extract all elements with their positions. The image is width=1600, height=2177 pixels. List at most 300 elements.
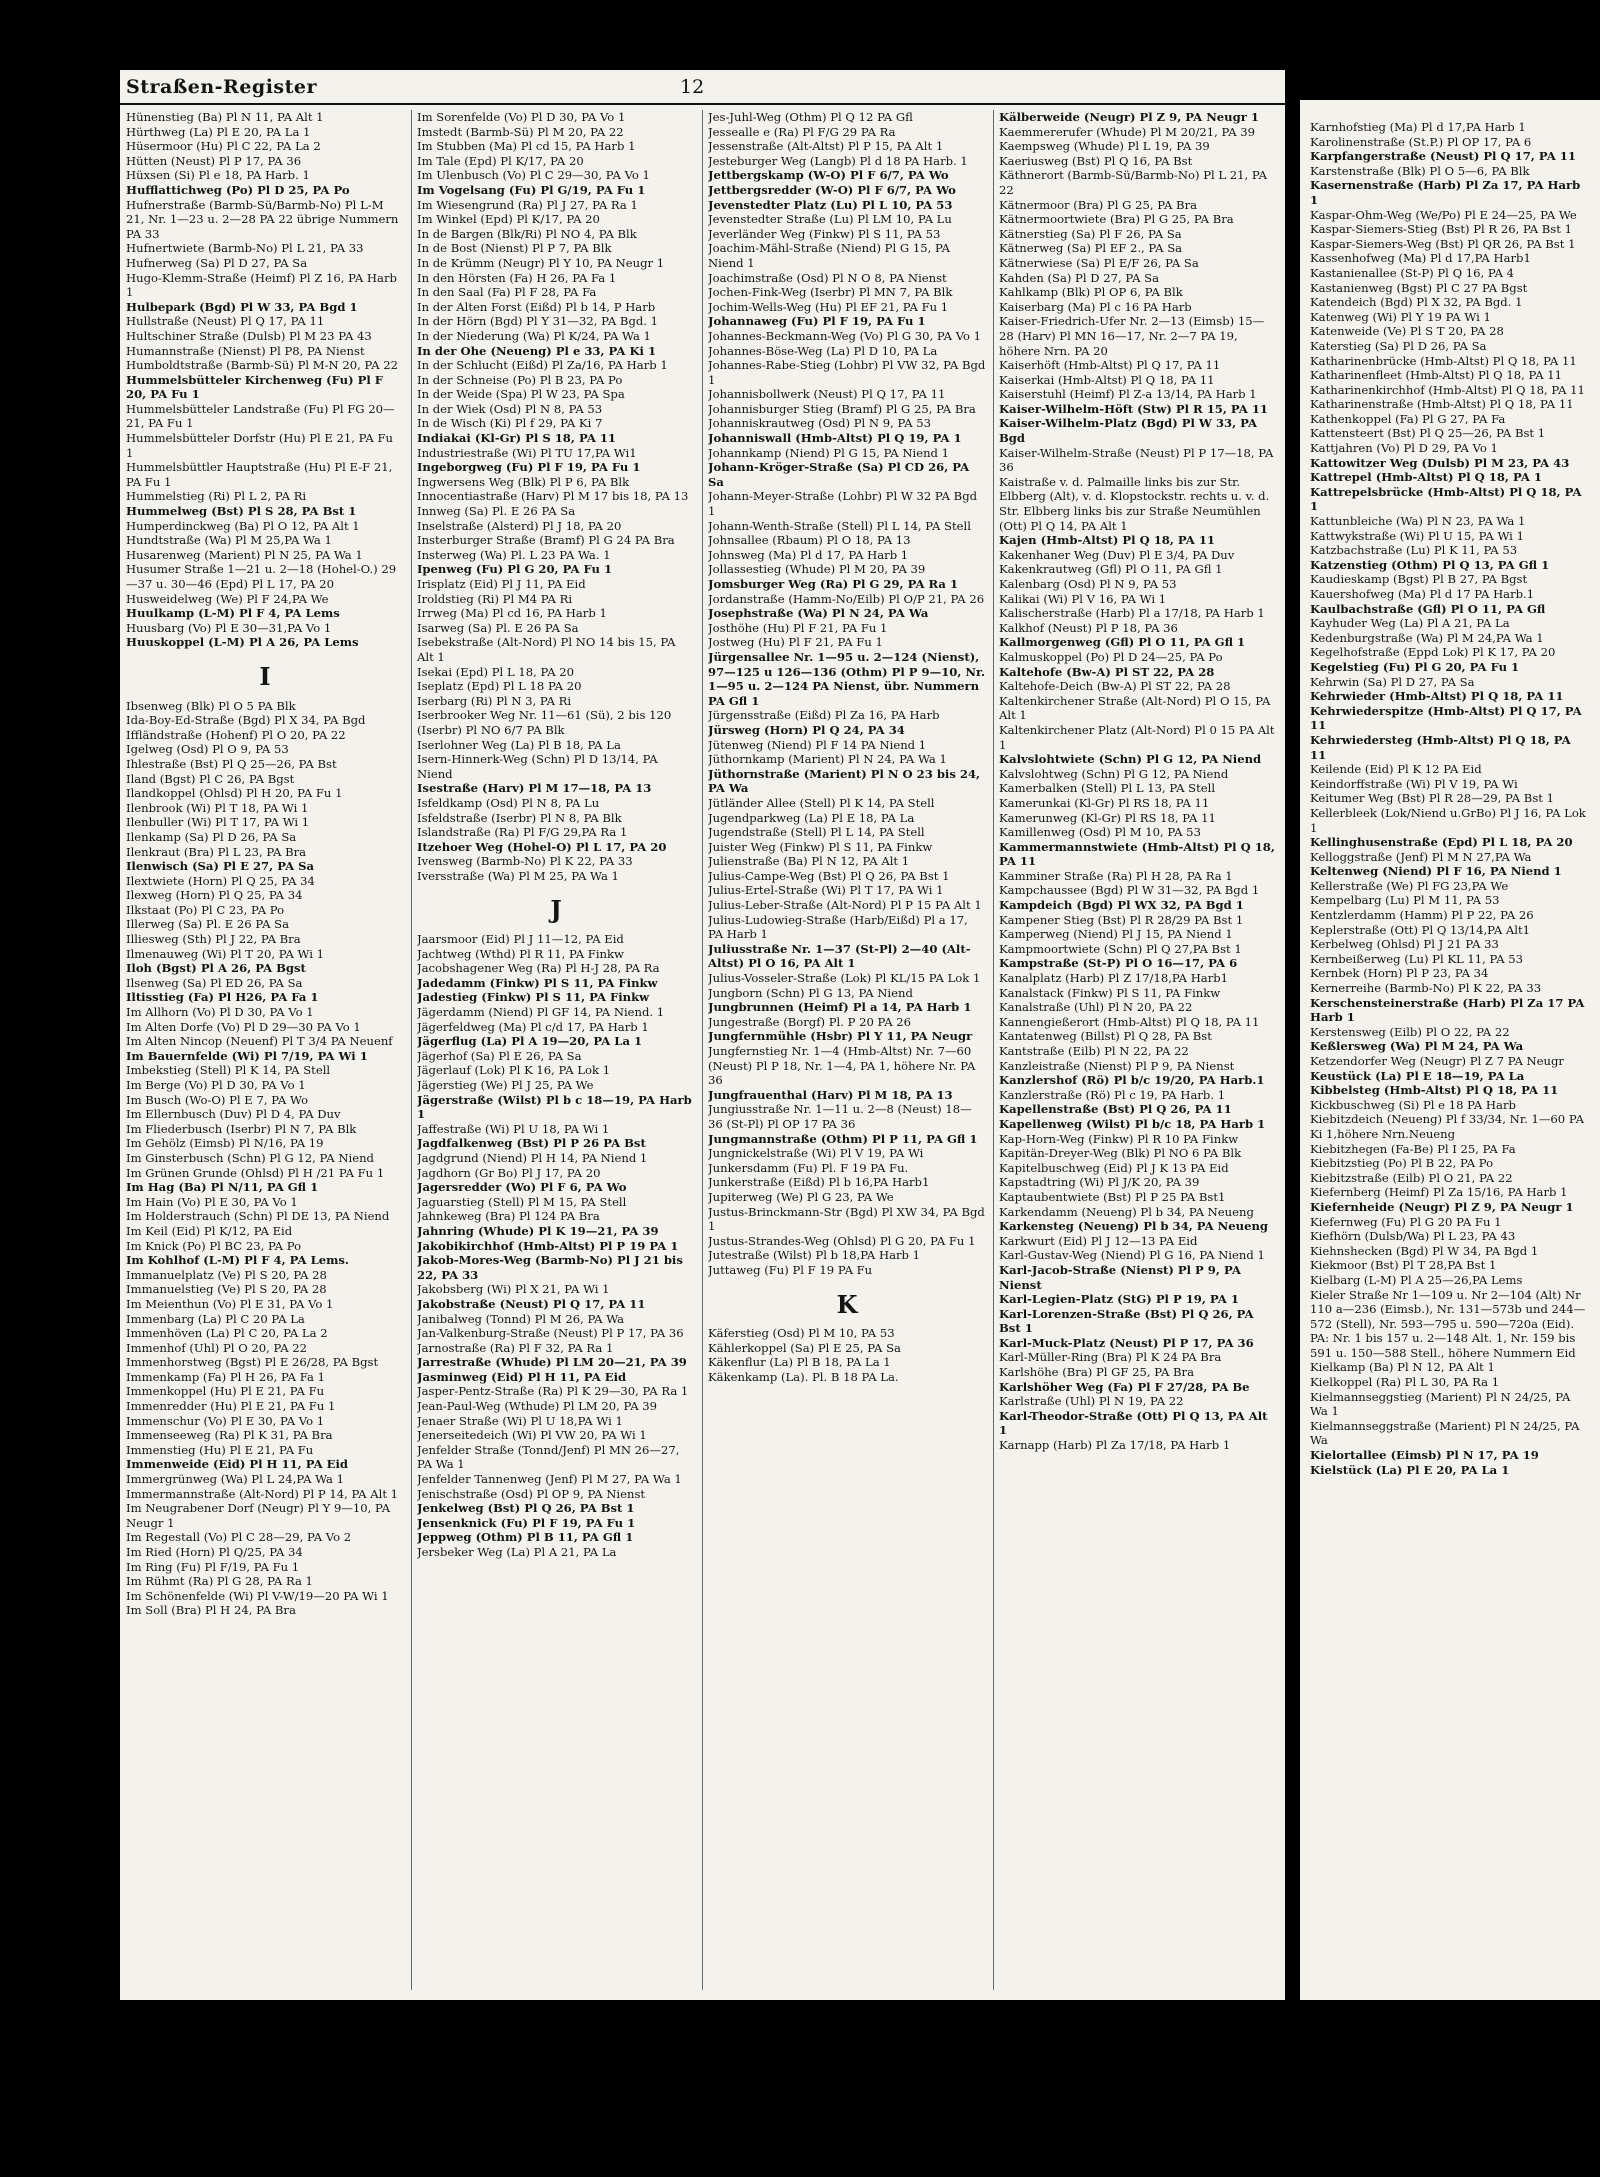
street-entry: Jungiusstraße Nr. 1—11 u. 2—8 (Neust) 18—36 (St-Pl) Pl OP 17 PA 36 (708, 1102, 972, 1131)
street-entry: Jägerfeldweg (Ma) Pl c/d 17, PA Harb 1 (417, 1019, 649, 1034)
street-entry: Jeverländer Weg (Finkw) Pl S 11, PA 53 (708, 226, 941, 241)
street-entry: Im Soll (Bra) Pl H 24, PA Bra (126, 1603, 296, 1618)
street-entry: Kampchaussee (Bgd) Pl W 31—32, PA Bgd 1 (999, 883, 1260, 898)
street-entry: Kielstück (La) Pl E 20, PA La 1 (1310, 1462, 1510, 1477)
street-entry: Karl-Lorenzen-Straße (Bst) Pl Q 26, PA Bst 1 (999, 1306, 1254, 1336)
street-entry: Kiefernberg (Heimf) Pl Za 15/16, PA Harb 1 (1310, 1185, 1568, 1200)
adjacent-column (1310, 120, 1590, 1990)
street-entry: Kallmorgenweg (Gfl) Pl O 11, PA Gfl 1 (999, 635, 1246, 650)
street-entry: Joachimstraße (Osd) Pl N O 8, PA Nienst (708, 270, 947, 285)
street-entry: Karl-Legien-Platz (StG) Pl P 19, PA 1 (999, 1292, 1239, 1307)
street-entry: Kaiser-Friedrich-Ufer Nr. 2—13 (Eimsb) 15—28 (Harv) Pl MN 16—17, Nr. 2—7 PA 19, höhere Nrn. PA 20 (999, 314, 1265, 358)
street-entry: Julius-Vosseler-Straße (Lok) Pl KL/15 PA Lok 1 (708, 971, 981, 986)
street-entry: Im Grünen Grunde (Ohlsd) Pl H /21 PA Fu 1 (126, 1165, 385, 1180)
street-entry: Kalvslohtweg (Schn) Pl G 12, PA Niend (999, 766, 1229, 781)
street-entry: Karkensteg (Neueng) Pl b 34, PA Neueng (999, 1219, 1268, 1234)
street-entry: Karlstraße (Uhl) Pl N 19, PA 22 (999, 1394, 1184, 1409)
street-entry: Kampstraße (St-P) Pl O 16—17, PA 6 (999, 956, 1238, 971)
street-entry: Juttaweg (Fu) Pl F 19 PA Fu (708, 1262, 873, 1277)
street-entry: Iserbrooker Weg Nr. 11—61 (Sü), 2 bis 120 (Iserbr) Pl NO 6/7 PA Blk (417, 708, 672, 737)
street-entry: Kayhuder Weg (La) Pl A 21, PA La (1310, 616, 1510, 631)
street-entry: Johannes-Böse-Weg (La) Pl D 10, PA La (708, 343, 938, 358)
street-entry: Jevenstedter Platz (Lu) Pl L 10, PA 53 (708, 197, 953, 212)
street-entry: Jägerlauf (Lok) Pl K 16, PA Lok 1 (417, 1063, 611, 1078)
street-entry: Jaarsmoor (Eid) Pl J 11—12, PA Eid (417, 932, 624, 947)
street-entry: Kaiserbarg (Ma) Pl c 16 PA Harb (999, 299, 1192, 314)
street-entry: Jomsburger Weg (Ra) Pl G 29, PA Ra 1 (708, 577, 959, 591)
street-entry: Kätnermoortwiete (Bra) Pl G 25, PA Bra (999, 212, 1234, 227)
street-entry: Iversstraße (Wa) Pl M 25, PA Wa 1 (417, 868, 619, 883)
street-entry: Junkersdamm (Fu) Pl. F 19 PA Fu. (708, 1160, 909, 1175)
street-entry: Iserbarg (Ri) Pl N 3, PA Ri (417, 693, 572, 708)
street-entry: Jungfernmühle (Hsbr) Pl Y 11, PA Neugr (708, 1029, 973, 1044)
street-entry: Jakobsberg (Wi) Pl X 21, PA Wi 1 (417, 1282, 610, 1297)
street-entry: Im Holderstrauch (Schn) Pl DE 13, PA Niend (126, 1209, 390, 1224)
street-entry: Keilende (Eid) Pl K 12 PA Eid (1310, 762, 1482, 777)
street-entry: Käkenkamp (La). Pl. B 18 PA La. (708, 1369, 899, 1384)
street-entry: Im Tale (Epd) Pl K/17, PA 20 (417, 153, 584, 168)
street-entry: Kählerkoppel (Sa) Pl E 25, PA Sa (708, 1340, 901, 1355)
street-entry: Jarnostraße (Ra) Pl F 32, PA Ra 1 (417, 1340, 614, 1355)
street-entry: Ingwersens Weg (Blk) Pl P 6, PA Blk (417, 474, 630, 489)
street-entry: Jägerstraße (Wilst) Pl b c 18—19, PA Harb 1 (417, 1092, 692, 1122)
street-entry: Ibsenweg (Blk) Pl O 5 PA Blk (126, 698, 296, 713)
street-entry: Immenkamp (Fa) Pl H 26, PA Fa 1 (126, 1369, 325, 1384)
street-entry: Kerbelweg (Ohlsd) Pl J 21 PA 33 (1310, 937, 1499, 952)
street-entry: Ilenwisch (Sa) Pl E 27, PA Sa (126, 859, 314, 874)
street-entry: Immenseeweg (Ra) Pl K 31, PA Bra (126, 1428, 333, 1443)
street-entry: Jagdgrund (Niend) Pl H 14, PA Niend 1 (417, 1150, 648, 1165)
street-entry: Kauershofweg (Ma) Pl d 17 PA Harb.1 (1310, 587, 1535, 601)
street-entry: Kaltehofe (Bw-A) Pl ST 22, PA 28 (999, 664, 1215, 679)
street-entry: Karnhofstieg (Ma) Pl d 17,PA Harb 1 (1310, 120, 1526, 134)
street-entry: Immenkoppel (Hu) Pl E 21, PA Fu (126, 1384, 325, 1399)
street-entry: Johannisbollwerk (Neust) Pl Q 17, PA 11 (708, 387, 946, 402)
street-entry: Karl-Theodor-Straße (Ott) Pl Q 13, PA Alt 1 (999, 1408, 1268, 1438)
street-entry: Humboldtstraße (Barmb-Sü) Pl M-N 20, PA 22 (126, 358, 399, 373)
street-entry: Josthöhe (Hu) Pl F 21, PA Fu 1 (708, 620, 888, 635)
street-entry: Ida-Boy-Ed-Straße (Bgd) Pl X 34, PA Bgd (126, 713, 366, 728)
street-entry: In den Saal (Fa) Pl F 28, PA Fa (417, 285, 597, 300)
street-entry: Im Alten Nincop (Neuenf) Pl T 3/4 PA Neuenf (126, 1034, 393, 1049)
street-entry: Keplerstraße (Ott) Pl Q 13/14,PA Alt1 (1310, 922, 1531, 937)
street-entry: Kanzlershof (Rö) Pl b/c 19/20, PA Harb.1 (999, 1073, 1265, 1088)
street-entry: Immenweide (Eid) Pl H 11, PA Eid (126, 1457, 349, 1472)
street-entry: Jägerhof (Sa) Pl E 26, PA Sa (417, 1048, 582, 1063)
street-entry: Kaiser-Wilhelm-Straße (Neust) Pl P 17—18, PA 36 (999, 445, 1274, 475)
street-entry: Im Ring (Fu) Pl F/19, PA Fu 1 (126, 1559, 300, 1574)
street-entry: Im Schönenfelde (Wi) Pl V-W/19—20 PA Wi 1 (126, 1588, 389, 1603)
street-entry: Kaiserkai (Hmb-Altst) Pl Q 18, PA 11 (999, 372, 1215, 387)
street-entry: Kaptaubentwiete (Bst) Pl P 25 PA Bst1 (999, 1189, 1226, 1204)
column-2 (417, 110, 695, 1990)
street-entry: Kanalstack (Finkw) Pl S 11, PA Finkw (999, 985, 1221, 1000)
street-entry: Hünenstieg (Ba) Pl N 11, PA Alt 1 (126, 110, 324, 124)
street-entry: Jenkelweg (Bst) Pl Q 26, PA Bst 1 (417, 1501, 635, 1516)
street-entry: Kammermannstwiete (Hmb-Altst) Pl Q 18, PA 11 (999, 839, 1275, 869)
street-entry: Kapitelbuschweg (Eid) Pl J K 13 PA Eid (999, 1160, 1229, 1175)
street-entry: Kaltenkirchener Platz (Alt-Nord) Pl 0 15 PA Alt 1 (999, 722, 1275, 752)
street-entry: Hullstraße (Neust) Pl Q 17, PA 11 (126, 314, 325, 329)
street-entry: Jürgensallee Nr. 1—95 u. 2—124 (Nienst), 97—125 u 126—136 (Othm) Pl P 9—10, Nr. 1—95 u. 2—124 PA Nienst, übr. Nummern PA Gfl 1 (708, 649, 986, 708)
street-entry: Jevenstedter Straße (Lu) Pl LM 10, PA Lu (708, 212, 952, 227)
street-entry: Kattowitzer Weg (Dulsb) Pl M 23, PA 43 (1310, 455, 1570, 470)
street-entry: Katenweg (Wi) Pl Y 19 PA Wi 1 (1310, 309, 1491, 324)
street-entry: Iltisstieg (Fa) Pl H26, PA Fa 1 (126, 990, 319, 1005)
section-letter: J (550, 895, 562, 925)
street-entry: In der Alten Forst (Eißd) Pl b 14, P Harb (417, 299, 656, 314)
street-entry: Kattrepel (Hmb-Altst) Pl Q 18, PA 1 (1310, 470, 1542, 485)
street-entry: Kempelbarg (Lu) Pl M 11, PA 53 (1310, 893, 1500, 908)
street-entry: Kielkoppel (Ra) Pl L 30, PA Ra 1 (1310, 1375, 1500, 1390)
street-entry: Jarrestraße (Whude) Pl LM 20—21, PA 39 (417, 1355, 687, 1370)
street-entry: Jessealle e (Ra) Pl F/G 29 PA Ra (708, 124, 896, 139)
street-entry: Imstedt (Barmb-Sü) Pl M 20, PA 22 (417, 124, 624, 139)
street-entry: Kernbeißerweg (Lu) Pl KL 11, PA 53 (1310, 951, 1524, 966)
street-entry: Kamillenweg (Osd) Pl M 10, PA 53 (999, 825, 1201, 840)
street-entry: Kieler Straße Nr 1—109 u. Nr 2—104 (Alt) Nr 110 a—236 (Eimsb.), Nr. 131—573b und 244—572 (Stell), Nr. 593—795 u. 590—720a (Eid). PA: Nr. 1 bis 157 u. 2—148 Alt. 1, Nr. 159 bis 591 u. 150—588 Stell., höhere Nummern Eid (1310, 1287, 1586, 1360)
street-entry: Kahden (Sa) Pl D 27, PA Sa (999, 270, 1160, 285)
street-entry: Kapstadtring (Wi) Pl J/K 20, PA 39 (999, 1175, 1200, 1190)
street-entry: Kastanienallee (St-P) Pl Q 16, PA 4 (1310, 265, 1515, 280)
street-entry: Kampmoortwiete (Schn) Pl Q 27,PA Bst 1 (999, 941, 1242, 956)
street-entry: Immenbarg (La) Pl C 20 PA La (126, 1311, 305, 1326)
street-entry: Jagdhorn (Gr Bo) Pl J 17, PA 20 (417, 1165, 601, 1180)
street-entry: Kakenkrautweg (Gfl) Pl O 11, PA Gfl 1 (999, 562, 1223, 577)
street-entry: Johannkamp (Niend) Pl G 15, PA Niend 1 (708, 445, 950, 460)
street-entry: Im Ried (Horn) Pl Q/25, PA 34 (126, 1545, 303, 1559)
street-entry: Ilexweg (Horn) Pl Q 25, PA 34 (126, 888, 303, 903)
street-entry: Jugendstraße (Stell) Pl L 14, PA Stell (708, 825, 925, 840)
street-entry: Kattunbleiche (Wa) Pl N 23, PA Wa 1 (1310, 514, 1526, 529)
street-entry: Kiebitzstraße (Eilb) Pl O 21, PA 22 (1310, 1170, 1513, 1185)
street-entry: Hummelweg (Bst) Pl S 28, PA Bst 1 (126, 504, 357, 519)
street-entry: Jüthornkamp (Marient) Pl N 24, PA Wa 1 (708, 752, 947, 767)
street-entry: Immenstieg (Hu) Pl E 21, PA Fu (126, 1442, 314, 1457)
street-entry: Immenhöven (La) Pl C 20, PA La 2 (126, 1326, 328, 1341)
street-entry: Immermannstraße (Alt-Nord) Pl P 14, PA Alt 1 (126, 1486, 399, 1501)
street-entry: In der Hörn (Bgd) Pl Y 31—32, PA Bgd. 1 (417, 314, 659, 329)
street-entry: Kampdeich (Bgd) Pl WX 32, PA Bgd 1 (999, 898, 1244, 913)
street-entry: Kattwykstraße (Wi) Pl U 15, PA Wi 1 (1310, 528, 1524, 543)
street-entry: Iffländstraße (Hohenf) Pl O 20, PA 22 (126, 727, 346, 742)
street-entry: Josephstraße (Wa) Pl N 24, PA Wa (708, 606, 929, 621)
street-entry: Im Busch (Wo-O) Pl E 7, PA Wo (126, 1092, 309, 1107)
street-entry: Kaemmererufer (Whude) Pl M 20/21, PA 39 (999, 124, 1256, 139)
street-entry: Kamerbalken (Stell) Pl L 13, PA Stell (999, 781, 1216, 796)
street-entry: Kattrepelsbrücke (Hmb-Altst) Pl Q 18, PA 1 (1310, 484, 1582, 514)
street-entry: Jensenknick (Fu) Pl F 19, PA Fu 1 (417, 1515, 636, 1530)
street-entry: Kielmannseggstraße (Marient) Pl N 24/25, PA Wa (1310, 1418, 1580, 1448)
street-entry: Kantatenweg (Billst) Pl Q 28, PA Bst (999, 1029, 1212, 1044)
street-entry: Katzenstieg (Othm) Pl Q 13, PA Gfl 1 (1310, 557, 1550, 572)
street-entry: Hufnerstraße (Barmb-Sü/Barmb-No) Pl L-M 21, Nr. 1—23 u. 2—28 PA 22 übrige Nummern PA 33 (126, 197, 399, 241)
street-entry: Igelweg (Osd) Pl O 9, PA 53 (126, 742, 289, 757)
street-entry: Ilenbuller (Wi) Pl T 17, PA Wi 1 (126, 815, 310, 830)
street-entry: Hundtstraße (Wa) Pl M 25,PA Wa 1 (126, 533, 332, 548)
street-entry: Julienstraße (Ba) Pl N 12, PA Alt 1 (708, 854, 910, 869)
street-entry: Johannisburger Stieg (Bramf) Pl G 25, PA Bra (708, 401, 976, 416)
street-entry: Kanzleistraße (Nienst) Pl P 9, PA Nienst (999, 1058, 1235, 1073)
street-entry: Hufflattichweg (Po) Pl D 25, PA Po (126, 182, 350, 197)
street-entry: Kiefhörn (Dulsb/Wa) Pl L 23, PA 43 (1310, 1229, 1516, 1244)
street-entry: Kalenbarg (Osd) Pl N 9, PA 53 (999, 577, 1177, 591)
page-title: Straßen-Register (126, 76, 317, 98)
street-entry: Kaudieskamp (Bgst) Pl B 27, PA Bgst (1310, 572, 1528, 587)
street-entry: Ilmenauweg (Wi) Pl T 20, PA Wi 1 (126, 946, 325, 961)
street-entry: Irisplatz (Eid) Pl J 11, PA Eid (417, 577, 586, 591)
street-entry: Kamerunkai (Kl-Gr) Pl RS 18, PA 11 (999, 795, 1210, 810)
street-entry: Im Sorenfelde (Vo) Pl D 30, PA Vo 1 (417, 110, 626, 124)
street-entry: Iroldstieg (Ri) Pl M4 PA Ri (417, 591, 573, 606)
street-entry: Jütländer Allee (Stell) Pl K 14, PA Stell (708, 795, 935, 810)
street-entry: Keustück (La) Pl E 18—19, PA La (1310, 1068, 1525, 1083)
street-entry: Jungfrauenthal (Harv) Pl M 18, PA 13 (708, 1087, 953, 1102)
street-entry: Immenschur (Vo) Pl E 30, PA Vo 1 (126, 1413, 325, 1428)
street-entry: In der Schneise (Po) Pl B 23, PA Po (417, 372, 623, 387)
street-entry: Industriestraße (Wi) Pl TU 17,PA Wi1 (417, 445, 637, 460)
street-entry: Karl-Müller-Ring (Bra) Pl K 24 PA Bra (999, 1350, 1222, 1365)
street-entry: Jungfernstieg Nr. 1—4 (Hmb-Altst) Nr. 7—60 (Neust) Pl P 18, Nr. 1—4, PA 1, höhere Nr. PA 36 (708, 1044, 976, 1088)
street-entry: Justus-Strandes-Weg (Ohlsd) Pl G 20, PA Fu 1 (708, 1233, 976, 1248)
street-entry: Jütenweg (Niend) Pl F 14 PA Niend 1 (708, 737, 927, 752)
street-entry: Immenhof (Uhl) Pl O 20, PA 22 (126, 1340, 308, 1355)
adjacent-page (1300, 100, 1600, 2000)
street-entry: Kaltenkirchener Straße (Alt-Nord) Pl O 15, PA Alt 1 (999, 693, 1271, 723)
street-entry: Hüxsen (Si) Pl e 18, PA Harb. 1 (126, 168, 310, 183)
street-entry: Ilenkraut (Bra) Pl L 23, PA Bra (126, 844, 307, 859)
street-entry: Im Regestall (Vo) Pl C 28—29, PA Vo 2 (126, 1530, 352, 1545)
street-entry: Johann-Meyer-Straße (Lohbr) Pl W 32 PA Bgd 1 (708, 489, 978, 519)
street-entry: Kiebitzdeich (Neueng) Pl f 33/34, Nr. 1—60 PA Ki 1,höhere Nrn.Neueng (1310, 1112, 1584, 1141)
street-entry: Justus-Brinckmann-Str (Bgd) Pl XW 34, PA Bgd 1 (708, 1204, 985, 1234)
street-entry: Kastanienweg (Bgst) Pl C 27 PA Bgst (1310, 280, 1528, 295)
street-entry: Ivensweg (Barmb-No) Pl K 22, PA 33 (417, 854, 633, 869)
column-4 (999, 110, 1277, 1990)
street-entry: Jasminweg (Eid) Pl H 11, PA Eid (417, 1369, 627, 1384)
street-entry: Julius-Campe-Weg (Bst) Pl Q 26, PA Bst 1 (708, 868, 950, 883)
street-entry: Kellerbleek (Lok/Niend u.GrBo) Pl J 16, PA Lok 1 (1310, 805, 1586, 835)
street-entry: Karstenstraße (Blk) Pl O 5—6, PA Blk (1310, 163, 1530, 178)
street-entry: Jägerstieg (We) Pl J 25, PA We (417, 1078, 594, 1092)
street-entry: Kellerstraße (We) Pl FG 23,PA We (1310, 878, 1509, 893)
street-entry: Kathenkoppel (Fa) Pl G 27, PA Fa (1310, 411, 1506, 426)
street-entry: Jagersredder (Wo) Pl F 6, PA Wo (417, 1180, 627, 1195)
street-entry: Kielortallee (Eimsb) Pl N 17, PA 19 (1310, 1448, 1539, 1463)
street-entry: Isebekstraße (Alt-Nord) Pl NO 14 bis 15, PA Alt 1 (417, 635, 676, 664)
street-entry: Kaspar-Siemers-Stieg (Bst) Pl R 26, PA Bst 1 (1310, 222, 1572, 237)
street-entry: In de Wisch (Ki) Pl f 29, PA Ki 7 (417, 416, 603, 431)
street-entry: Hultschiner Straße (Dulsb) Pl M 23 PA 43 (126, 328, 372, 343)
street-entry: Kakenhaner Weg (Duv) Pl E 3/4, PA Duv (999, 547, 1235, 562)
street-entry: Insterweg (Wa) Pl. L 23 PA Wa. 1 (417, 547, 611, 562)
street-entry: Kelloggstraße (Jenf) Pl M N 27,PA Wa (1310, 849, 1532, 864)
street-entry: Juliusstraße Nr. 1—37 (St-Pl) 2—40 (Alt-Altst) Pl O 16, PA Alt 1 (708, 941, 971, 971)
street-entry: Kalkhof (Neust) Pl P 18, PA 36 (999, 620, 1178, 635)
street-entry: Hummelsbüttler Hauptstraße (Hu) Pl E-F 21, PA Fu 1 (126, 460, 393, 489)
street-entry: Kahlkamp (Blk) Pl OP 6, PA Blk (999, 285, 1183, 300)
street-entry: Huulkamp (L-M) Pl F 4, PA Lems (126, 606, 340, 621)
street-entry: Im Knick (Po) Pl BC 23, PA Po (126, 1238, 302, 1253)
street-entry: Jenfelder Tannenweg (Jenf) Pl M 27, PA Wa 1 (417, 1472, 682, 1487)
street-entry: Im Ginsterbusch (Schn) Pl G 12, PA Niend (126, 1150, 374, 1165)
street-entry: Kampener Stieg (Bst) Pl R 28/29 PA Bst 1 (999, 912, 1244, 927)
street-entry: In den Hörsten (Fa) H 26, PA Fa 1 (417, 270, 617, 285)
street-entry: Hummelsbütteler Kirchenweg (Fu) Pl F 20, PA Fu 1 (126, 372, 384, 402)
street-entry: Iserlohner Weg (La) Pl B 18, PA La (417, 737, 621, 752)
street-entry: Kapitän-Dreyer-Weg (Blk) Pl NO 6 PA Blk (999, 1146, 1242, 1161)
street-entry: Kalikai (Wi) Pl V 16, PA Wi 1 (999, 591, 1167, 606)
street-entry: Kielbarg (L-M) Pl A 25—26,PA Lems (1310, 1272, 1523, 1287)
street-entry: Kamerunweg (Kl-Gr) Pl RS 18, PA 11 (999, 810, 1216, 825)
street-entry: Kiekmoor (Bst) Pl T 28,PA Bst 1 (1310, 1258, 1497, 1273)
street-entry: Itzehoer Weg (Hohel-O) Pl L 17, PA 20 (417, 839, 667, 854)
street-entry: Jakobikirchhof (Hmb-Altst) Pl P 19 PA 1 (417, 1238, 679, 1253)
street-entry: Karlshöher Weg (Fa) Pl F 27/28, PA Be (999, 1379, 1250, 1394)
street-entry: Johannes-Beckmann-Weg (Vo) Pl G 30, PA Vo 1 (708, 328, 982, 343)
street-entry: Kegelstieg (Fu) Pl G 20, PA Fu 1 (1310, 659, 1520, 674)
street-entry: Johanniskrautweg (Osd) Pl N 9, PA 53 (708, 416, 932, 431)
street-entry: Kiebitzstieg (Po) Pl B 22, PA Po (1310, 1156, 1494, 1171)
street-entry: Jochim-Wells-Weg (Hu) Pl EF 21, PA Fu 1 (708, 299, 949, 314)
street-entry: Kantstraße (Eilb) Pl N 22, PA 22 (999, 1044, 1189, 1058)
street-entry: Jüthornstraße (Marient) Pl N O 23 bis 24, PA Wa (708, 766, 981, 796)
street-entry: Kielmannseggstieg (Marient) Pl N 24/25, PA Wa 1 (1310, 1389, 1571, 1419)
street-entry: Im Gehölz (Eimsb) Pl N/16, PA 19 (126, 1136, 324, 1151)
street-entry: Im Wiesengrund (Ra) Pl J 27, PA Ra 1 (417, 197, 638, 212)
street-entry: Kapellenstraße (Bst) Pl Q 26, PA 11 (999, 1102, 1232, 1117)
street-entry: Jahnring (Whude) Pl K 19—21, PA 39 (417, 1223, 659, 1238)
street-entry: Im Hain (Vo) Pl E 30, PA Vo 1 (126, 1194, 298, 1209)
street-entry: Kaspar-Siemers-Weg (Bst) Pl QR 26, PA Bst 1 (1310, 236, 1576, 251)
street-entry: Kaistraße v. d. Palmaille links bis zur Str. Elbberg (Alt), v. d. Klopstockstr. rechts u. v. d. Str. Elbberg links bis zur Straße Neumühlen (Ott) Pl Q 14, PA Alt 1 (999, 474, 1270, 533)
street-entry: Ihlestraße (Bst) Pl Q 25—26, PA Bst (126, 756, 337, 771)
street-entry: Jeppweg (Othm) Pl B 11, PA Gfl 1 (417, 1530, 634, 1545)
street-entry: Jessenstraße (Alt-Altst) Pl P 15, PA Alt 1 (708, 139, 944, 154)
street-entry: Karl-Muck-Platz (Neust) Pl P 17, PA 36 (999, 1335, 1254, 1350)
register-page (120, 70, 1285, 2000)
street-entry: Kätnerstieg (Sa) Pl F 26, PA Sa (999, 226, 1182, 241)
street-entry: Kanzlerstraße (Rö) Pl c 19, PA Harb. 1 (999, 1087, 1226, 1102)
street-entry: Kiebitzhegen (Fa-Be) Pl I 25, PA Fa (1310, 1141, 1516, 1156)
street-entry: Kalvslohtwiete (Schn) Pl G 12, PA Niend (999, 752, 1262, 767)
street-entry: In der Niederung (Wa) Pl K/24, PA Wa 1 (417, 328, 651, 343)
street-entry: Kentzlerdamm (Hamm) Pl P 22, PA 26 (1310, 908, 1534, 923)
street-entry: In de Bargen (Blk/Ri) Pl NO 4, PA Blk (417, 226, 637, 241)
street-entry: Kernbek (Horn) Pl P 23, PA 34 (1310, 966, 1489, 981)
street-entry: Irrweg (Ma) Pl cd 16, PA Harb 1 (417, 606, 607, 621)
street-entry: Insterburger Straße (Bramf) Pl G 24 PA Bra (417, 533, 675, 548)
street-entry: Jadedamm (Finkw) Pl S 11, PA Finkw (417, 975, 658, 990)
street-entry: Kedenburgstraße (Wa) Pl M 24,PA Wa 1 (1310, 630, 1544, 645)
street-entry: Iloh (Bgst) Pl A 26, PA Bgst (126, 961, 306, 976)
street-entry: Kerschensteinerstraße (Harb) Pl Za 17 PA Harb 1 (1310, 995, 1585, 1025)
street-entry: Inselstraße (Alsterd) Pl J 18, PA 20 (417, 518, 622, 533)
street-entry: Ipenweg (Fu) Pl G 20, PA Fu 1 (417, 562, 613, 577)
street-entry: Hufnertwiete (Barmb-No) Pl L 21, PA 33 (126, 241, 364, 256)
street-entry: Hummelstieg (Ri) Pl L 2, PA Ri (126, 489, 307, 504)
street-entry: Johnsweg (Ma) Pl d 17, PA Harb 1 (708, 547, 909, 562)
street-entry: Im Stubben (Ma) Pl cd 15, PA Harb 1 (417, 139, 636, 154)
street-entry: Im Kohlhof (L-M) Pl F 4, PA Lems. (126, 1253, 349, 1268)
street-entry: Kehrwiederspitze (Hmb-Altst) Pl Q 17, PA 11 (1310, 703, 1582, 733)
street-entry: Im Bauernfelde (Wi) Pl 7/19, PA Wi 1 (126, 1048, 368, 1063)
street-entry: Jenerseitedeich (Wi) Pl VW 20, PA Wi 1 (417, 1428, 647, 1443)
street-entry: Kajen (Hmb-Altst) Pl Q 18, PA 11 (999, 533, 1215, 548)
street-entry: Katendeich (Bgd) Pl X 32, PA Bgd. 1 (1310, 295, 1523, 310)
street-entry: Keitumer Weg (Bst) Pl R 28—29, PA Bst 1 (1310, 791, 1554, 806)
street-entry: Johanniswall (Hmb-Altst) Pl Q 19, PA 1 (708, 431, 962, 446)
street-entry: Karl-Jacob-Straße (Nienst) Pl P 9, PA Nienst (999, 1262, 1241, 1292)
street-entry: Isfeldkamp (Osd) Pl N 8, PA Lu (417, 795, 600, 810)
street-entry: Ingeborgweg (Fu) Pl F 19, PA Fu 1 (417, 460, 641, 475)
street-entry: Immenredder (Hu) Pl E 21, PA Fu 1 (126, 1399, 336, 1414)
street-entry: Keßlersweg (Wa) Pl M 24, PA Wa (1310, 1039, 1524, 1054)
street-entry: Jungmannstraße (Othm) Pl P 11, PA Gfl 1 (708, 1131, 978, 1146)
street-entry: Kerstensweg (Eilb) Pl O 22, PA 22 (1310, 1024, 1510, 1039)
street-entry: Kernerreihe (Barmb-No) Pl K 22, PA 33 (1310, 981, 1542, 996)
street-entry: Humannstraße (Nienst) Pl P8, PA Nienst (126, 343, 365, 358)
street-entry: Jostweg (Hu) Pl F 21, PA Fu 1 (708, 635, 883, 650)
street-entry: Kamperweg (Niend) Pl J 15, PA Niend 1 (999, 927, 1233, 942)
street-entry: Hürthweg (La) Pl E 20, PA La 1 (126, 124, 311, 139)
street-entry: Keltenweg (Niend) Pl F 16, PA Niend 1 (1310, 864, 1562, 879)
street-entry: Im Meienthun (Vo) Pl E 31, PA Vo 1 (126, 1296, 334, 1311)
street-entry: Kapellenweg (Wilst) Pl b/c 18, PA Harb 1 (999, 1116, 1266, 1131)
street-entry: In der Ohe (Neueng) Pl e 33, PA Ki 1 (417, 343, 657, 358)
street-entry: Katerstieg (Sa) Pl D 26, PA Sa (1310, 338, 1487, 353)
street-entry: Johnsallee (Rbaum) Pl O 18, PA 13 (708, 533, 911, 548)
street-entry: Kattjahren (Vo) Pl D 29, PA Vo 1 (1310, 441, 1498, 456)
street-entry: Jersbeker Weg (La) Pl A 21, PA La (417, 1545, 617, 1559)
street-entry: Iseplatz (Epd) Pl L 18 PA 20 (417, 679, 582, 694)
street-entry: Imbekstieg (Stell) Pl K 14, PA Stell (126, 1063, 331, 1078)
street-entry: Ilandkoppel (Ohlsd) Pl H 20, PA Fu 1 (126, 786, 343, 801)
street-entry: Im Allhorn (Vo) Pl D 30, PA Vo 1 (126, 1005, 314, 1020)
street-entry: Hüsermoor (Hu) Pl C 22, PA La 2 (126, 139, 321, 154)
street-entry: Jungnickelstraße (Wi) Pl V 19, PA Wi (708, 1146, 924, 1161)
street-entry: Im Rühmt (Ra) Pl G 28, PA Ra 1 (126, 1574, 313, 1589)
street-entry: Kätnerwiese (Sa) Pl E/F 26, PA Sa (999, 255, 1199, 270)
street-entry: Isekai (Epd) Pl L 18, PA 20 (417, 664, 575, 679)
street-entry: Jupiterweg (We) Pl G 23, PA We (708, 1189, 894, 1204)
street-entry: Kaltehofe-Deich (Bw-A) Pl ST 22, PA 28 (999, 679, 1231, 694)
street-entry: Karlshöhe (Bra) Pl GF 25, PA Bra (999, 1365, 1195, 1380)
street-entry: Karl-Gustav-Weg (Niend) Pl G 16, PA Niend 1 (999, 1248, 1265, 1263)
street-entry: Jaffestraße (Wi) Pl U 18, PA Wi 1 (417, 1121, 610, 1136)
street-entry: Kattensteert (Bst) Pl Q 25—26, PA Bst 1 (1310, 426, 1546, 441)
street-entry: Jugendparkweg (La) Pl E 18, PA La (708, 810, 915, 825)
street-entry: Hütten (Neust) Pl P 17, PA 36 (126, 153, 302, 168)
street-entry: Kannengießerort (Hmb-Altst) Pl Q 18, PA 11 (999, 1014, 1260, 1029)
street-entry: Julius-Ertel-Straße (Wi) Pl T 17, PA Wi 1 (708, 883, 944, 898)
street-entry: Immergrünweg (Wa) Pl L 24,PA Wa 1 (126, 1472, 345, 1487)
street-entry: Illerweg (Sa) Pl. E 26 PA Sa (126, 917, 289, 932)
street-entry: Karnapp (Harb) Pl Za 17/18, PA Harb 1 (999, 1438, 1231, 1453)
street-entry: Kaempsweg (Whude) Pl L 19, PA 39 (999, 139, 1210, 154)
street-entry: Jakob-Mores-Weg (Barmb-No) Pl J 21 bis 22, PA 33 (417, 1253, 683, 1282)
street-entry: Karkendamm (Neueng) Pl b 34, PA Neueng (999, 1204, 1254, 1219)
page-number: 12 (680, 76, 705, 98)
street-entry: Kegelhofstraße (Eppd Lok) Pl K 17, PA 20 (1310, 645, 1556, 660)
street-entry: Katzbachstraße (Lu) Pl K 11, PA 53 (1310, 543, 1518, 558)
street-entry: Karkwurt (Eid) Pl J 12—13 PA Eid (999, 1233, 1198, 1248)
street-entry: Johannaweg (Fu) Pl F 19, PA Fu 1 (708, 314, 926, 329)
street-entry: Hummelsbütteler Landstraße (Fu) Pl FG 20—21, PA Fu 1 (126, 401, 395, 431)
street-entry: Kamminer Straße (Ra) Pl H 28, PA Ra 1 (999, 868, 1233, 883)
street-entry: Indiakai (Kl-Gr) Pl S 18, PA 11 (417, 431, 616, 446)
street-entry: Kielkamp (Ba) Pl N 12, PA Alt 1 (1310, 1360, 1495, 1375)
